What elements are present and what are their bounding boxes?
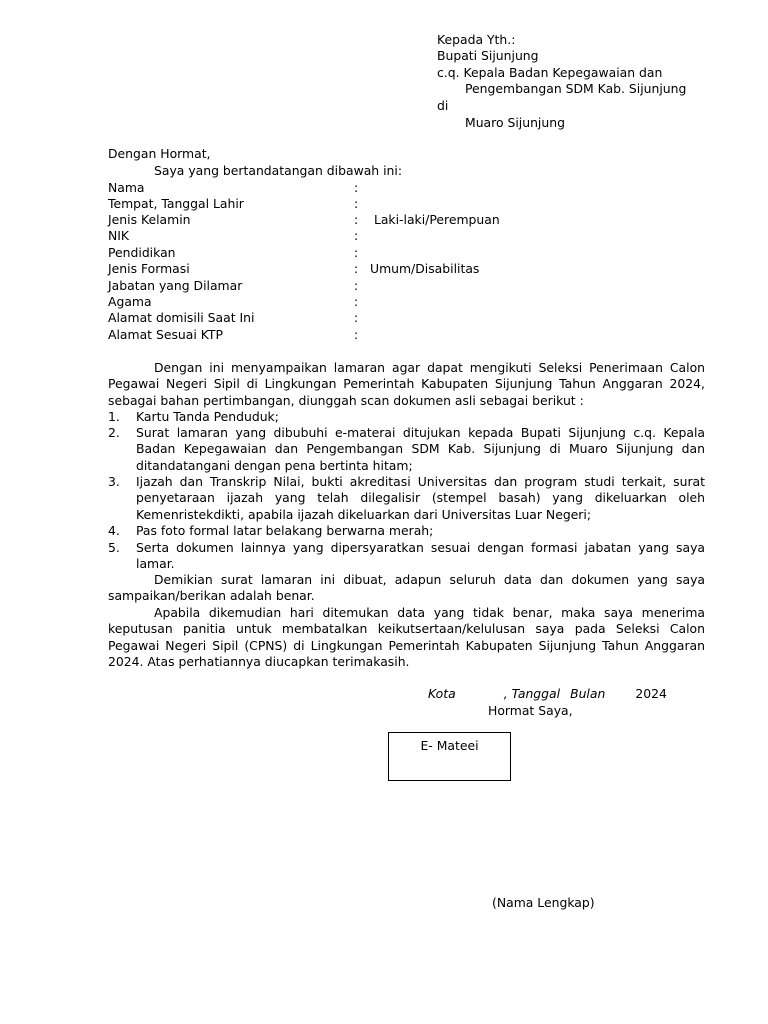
list-text: Serta dokumen lainnya yang dipersyaratkan sesuai dengan formasi jabatan yang saya lamar.: [136, 540, 705, 572]
list-text: Surat lamaran yang dibubuhi e-materai ditujukan kepada Bupati Sijunjung c.q. Kepala Badan Kepegawaian dan Pengembangan SDM Kab. Sijunjung di Muaro Sijunjung dan ditandatangani dengan pena bertinta hitam;: [136, 425, 705, 473]
date-placeholder: , Tanggal: [503, 686, 561, 701]
form-value: Umum/Disabilitas: [370, 261, 480, 276]
form-label: Pendidikan: [108, 245, 176, 260]
month-placeholder: Bulan: [570, 686, 606, 701]
list-text: Pas foto formal latar belakang berwarna merah;: [136, 523, 434, 538]
form-colon: :: [354, 212, 359, 227]
form-colon: :: [354, 278, 359, 293]
recipient-line-1: Kepada Yth.:: [437, 32, 516, 47]
form-colon: :: [354, 310, 359, 325]
form-label: Agama: [108, 294, 152, 309]
intro-line: Saya yang bertandatangan dibawah ini:: [154, 163, 403, 178]
recipient-line-4: Pengembangan SDM Kab. Sijunjung: [465, 81, 687, 96]
recipient-line-3: c.q. Kepala Badan Kepegawaian dan: [437, 65, 663, 80]
salutation: Dengan Hormat,: [108, 146, 211, 161]
form-colon: :: [354, 180, 359, 195]
recipient-line-6: Muaro Sijunjung: [465, 115, 565, 130]
form-label: Tempat, Tanggal Lahir: [108, 196, 244, 211]
city-placeholder: Kota: [428, 686, 456, 701]
place-date-line: [428, 686, 667, 702]
form-colon: :: [354, 245, 359, 260]
form-colon: :: [354, 294, 359, 309]
form-value: Laki-laki/Perempuan: [370, 212, 500, 227]
list-text: Kartu Tanda Penduduk;: [136, 409, 279, 424]
form-colon: :: [354, 228, 359, 243]
form-colon: :: [354, 261, 359, 276]
list-text: Ijazah dan Transkrip Nilai, bukti akreditasi Universitas dan program studi terkait, surat penyetaraan ijazah yang telah dilegalisir (stempel basah) yang dikeluarkan oleh Kemenristekdikti, apabila ijazah dikeluarkan dari Universitas Luar Negeri;: [136, 474, 705, 522]
year-value: 2024: [635, 686, 667, 701]
list-number: 2.: [108, 425, 120, 440]
form-colon: :: [354, 196, 359, 211]
form-label: Jabatan yang Dilamar: [108, 278, 243, 293]
full-name-placeholder: (Nama Lengkap): [492, 895, 595, 910]
recipient-line-2: Bupati Sijunjung: [437, 48, 539, 63]
form-label: Nama: [108, 180, 145, 195]
form-label: Jenis Kelamin: [108, 212, 191, 227]
regards: Hormat Saya,: [488, 703, 573, 718]
list-number: 5.: [108, 540, 120, 555]
list-number: 4.: [108, 523, 120, 538]
list-number: 1.: [108, 409, 120, 424]
recipient-line-5: di: [437, 98, 449, 113]
form-label: Alamat Sesuai KTP: [108, 327, 223, 342]
list-number: 3.: [108, 474, 120, 489]
e-materai-label: E- Mateei: [420, 738, 479, 753]
form-colon: :: [354, 327, 359, 342]
form-label: NIK: [108, 228, 130, 243]
closing-paragraph-2: Apabila dikemudian hari ditemukan data yang tidak benar, maka saya menerima keputusan panitia untuk membatalkan keikutsertaan/kelulusan saya pada Seleksi Calon Pegawai Negeri Sipil (CPNS) di Lingkungan Pemerintah Kabupaten Sijunjung Tahun Anggaran 2024. Atas perhatiannya diucapkan terimakasih.: [108, 605, 705, 670]
form-label: Alamat domisili Saat Ini: [108, 310, 255, 325]
body-paragraph: Dengan ini menyampaikan lamaran agar dapat mengikuti Seleksi Penerimaan Calon Pegawai Negeri Sipil di Lingkungan Pemerintah Kabupaten Sijunjung Tahun Anggaran 2024, sebagai bahan pertimbangan, diunggah scan dokumen asli sebagai berikut :: [108, 360, 705, 408]
form-label: Jenis Formasi: [108, 261, 190, 276]
closing-paragraph-1: Demikian surat lamaran ini dibuat, adapun seluruh data dan dokumen yang saya sampaikan/berikan adalah benar.: [108, 572, 705, 604]
e-materai-box: [388, 732, 511, 781]
